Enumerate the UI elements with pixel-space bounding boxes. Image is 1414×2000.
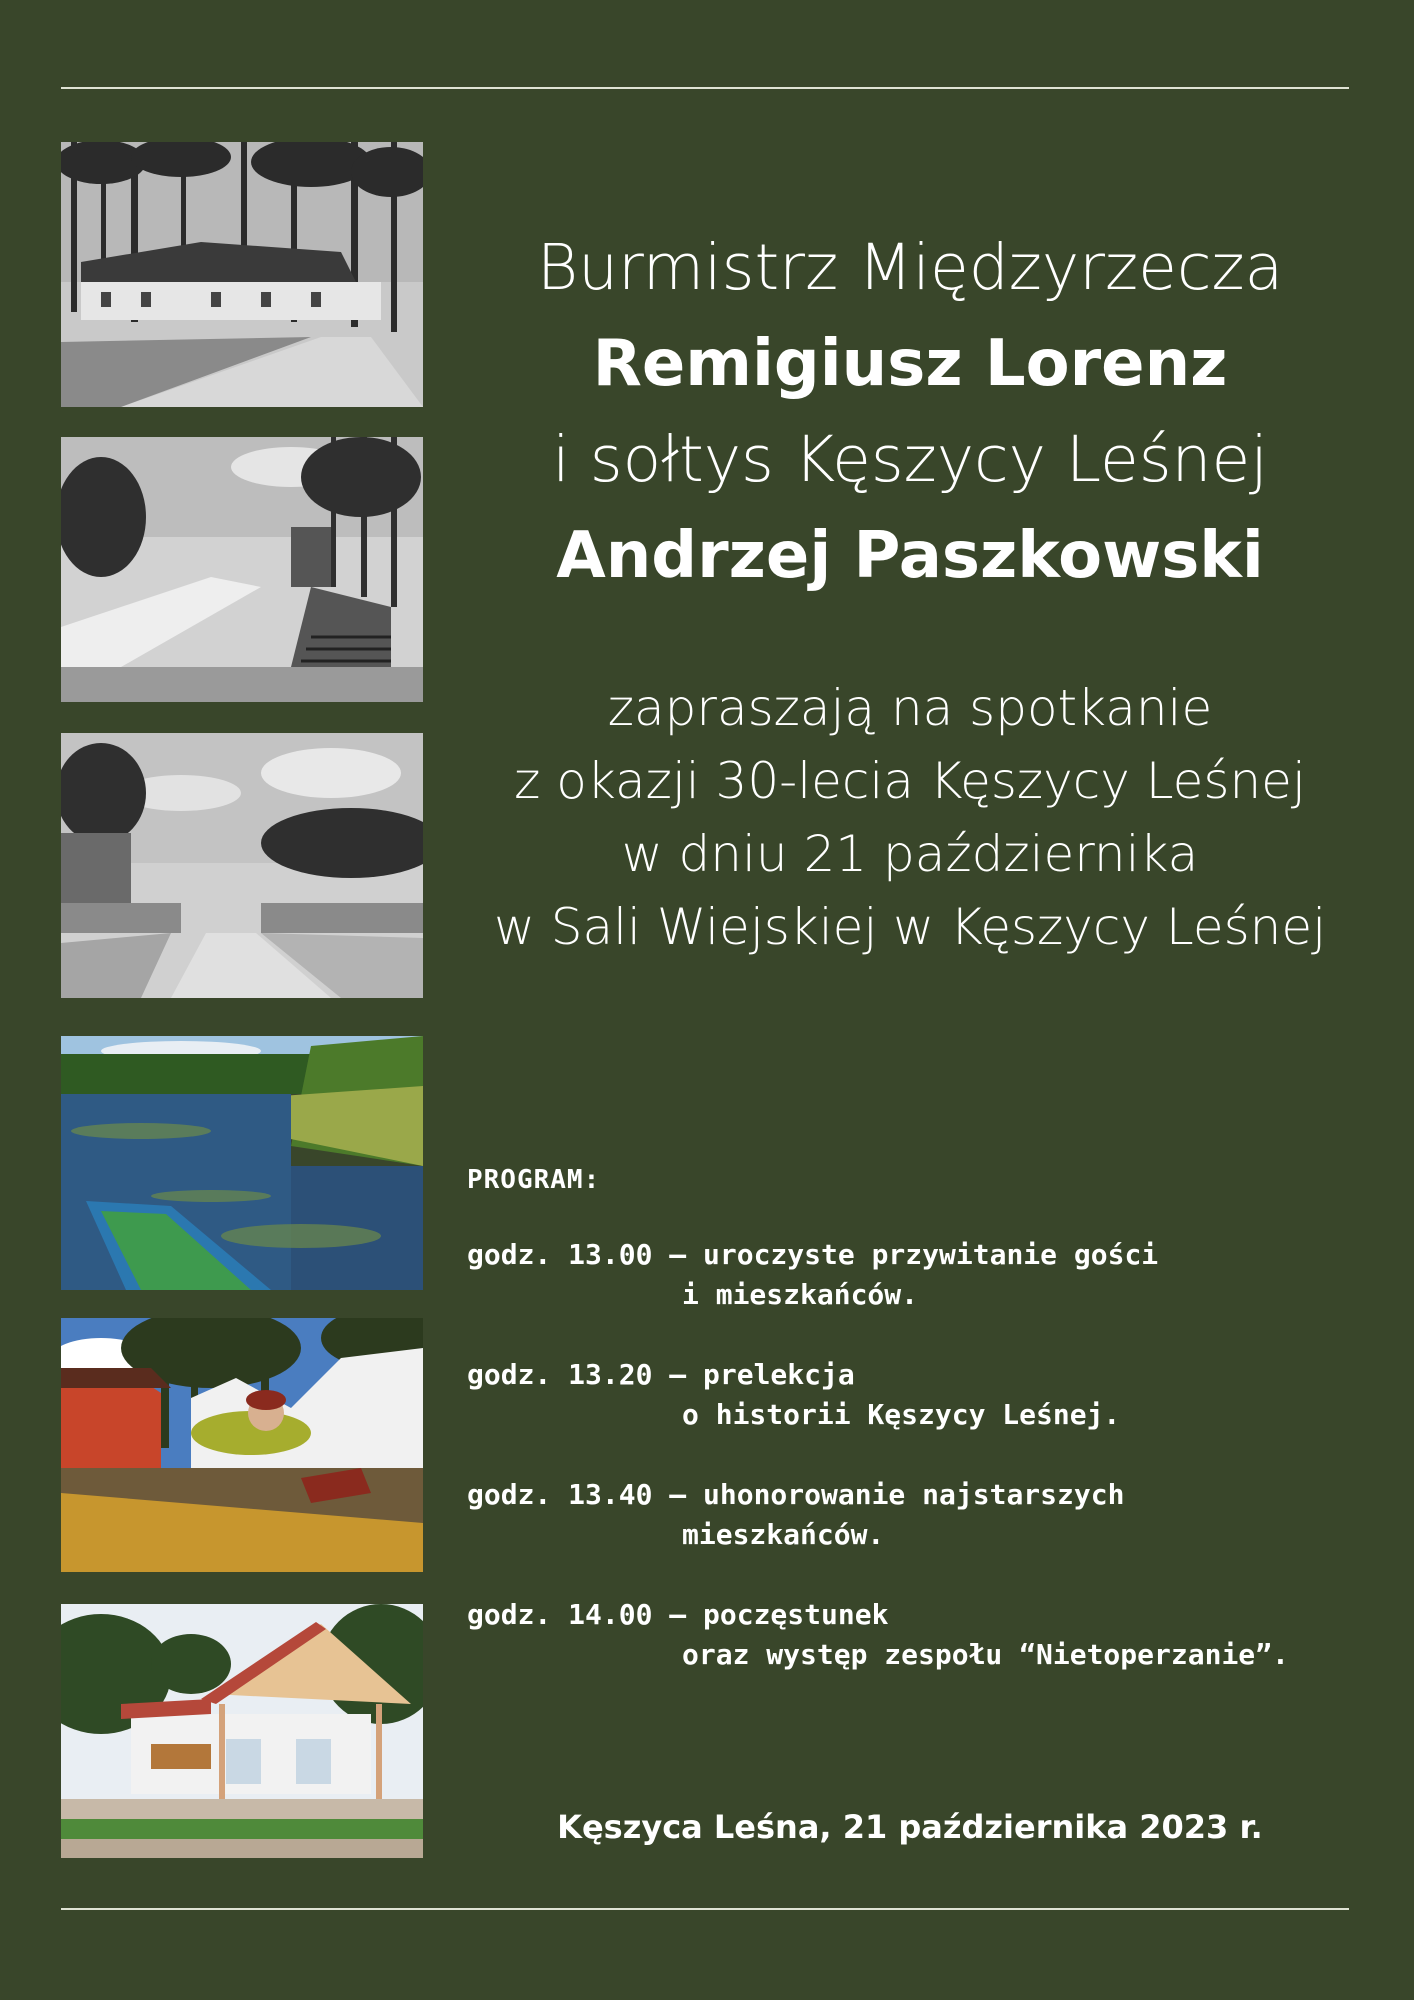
program-item: [467, 1235, 1367, 1315]
program-item: [467, 1475, 1367, 1555]
program-heading: PROGRAM:: [467, 1165, 601, 1195]
program-item: [467, 1595, 1367, 1675]
footer-place-date: Kęszyca Leśna, 21 października 2023 r.: [557, 1808, 1263, 1846]
photo-village-hall: [61, 1604, 423, 1858]
program-item-time: godz. 14.00 – poczęstunek: [467, 1598, 889, 1631]
invite-line-4: w Sali Wiejskiej w Kęszycy Leśnej: [493, 898, 1326, 956]
program-item-continuation: oraz występ zespołu “Nietoperzanie”.: [682, 1638, 1289, 1671]
photo-historic-building-pines: [61, 142, 423, 407]
program-item-continuation: i mieszkańców.: [682, 1278, 919, 1311]
invite-line-3: w dniu 21 października: [621, 825, 1199, 883]
program-section: [467, 1165, 1367, 1715]
village-head-title: i sołtys Kęszycy Leśnej: [552, 423, 1268, 496]
invite-line-2: z okazji 30-lecia Kęszycy Leśnej: [514, 752, 1306, 810]
header: [470, 220, 1350, 604]
program-item-time: godz. 13.00 – uroczyste przywitanie gości: [467, 1238, 1159, 1271]
program-item-continuation: o historii Kęszycy Leśnej.: [682, 1398, 1121, 1431]
photo-monument-soldier: [61, 1318, 423, 1572]
photo-historic-road-gate: [61, 733, 423, 998]
invite-line-1: zapraszają na spotkanie: [607, 679, 1213, 737]
bottom-divider: [61, 1908, 1349, 1910]
mayor-title: Burmistrz Międzyrzecza: [536, 231, 1284, 304]
village-head-name: Andrzej Paszkowski: [556, 519, 1264, 593]
program-item-time: godz. 13.20 – prelekcja: [467, 1358, 855, 1391]
top-divider: [61, 87, 1349, 89]
mayor-name: Remigiusz Lorenz: [592, 327, 1228, 401]
invitation-text: [470, 672, 1350, 964]
photo-lake-boat: [61, 1036, 423, 1290]
photo-historic-park-stairs: [61, 437, 423, 702]
program-item-time: godz. 13.40 – uhonorowanie najstarszych: [467, 1478, 1125, 1511]
program-item: [467, 1355, 1367, 1435]
program-item-continuation: mieszkańców.: [682, 1518, 885, 1551]
